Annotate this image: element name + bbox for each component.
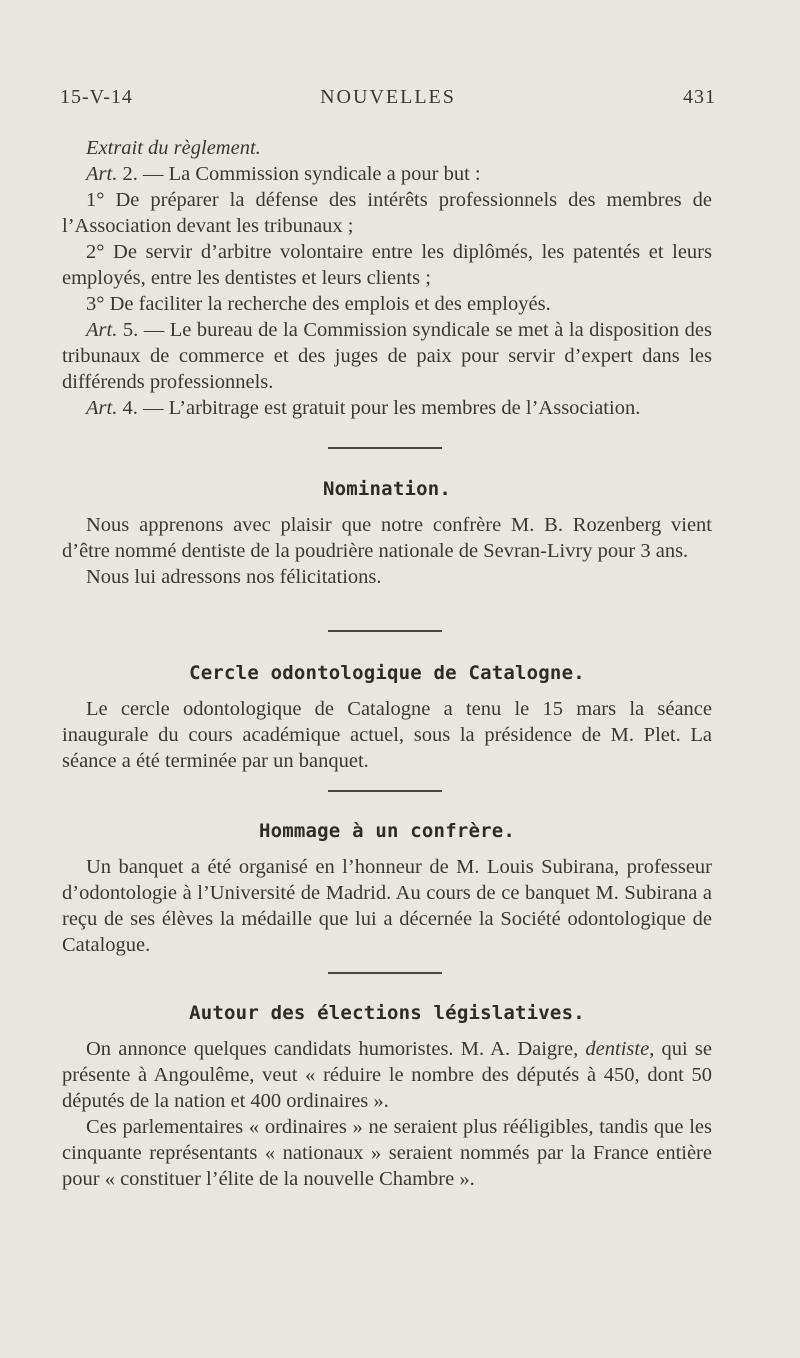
article-4 (62, 395, 712, 421)
article-2 (62, 161, 712, 187)
article-5-label: Art. (86, 319, 118, 341)
hommage-section (62, 818, 712, 958)
separator-rule (328, 447, 442, 449)
article-4-text: 4. — L’arbitrage est gratuit pour les membres de l’Association. (117, 397, 641, 419)
cercle-heading: Cercle odontologique de Catalogne. (189, 662, 585, 684)
cercle-section (62, 660, 712, 774)
item-1: 1° De préparer la défense des intérêts professionnels des membres de l’Association devant les tribunaux ; (62, 189, 712, 237)
running-head (60, 86, 716, 116)
section-title: NOUVELLES (320, 86, 456, 108)
separator-rule (328, 790, 442, 792)
page-number: 431 (683, 86, 716, 108)
hommage-heading: Hommage à un confrère. (258, 820, 516, 842)
cercle-paragraph: Le cercle odontologique de Catalogne a tenu le 15 mars la séance inaugurale du cours académique actuel, sous la présidence de M. Plet. La séance a été terminée par un banquet. (62, 698, 712, 772)
reglement-section (62, 135, 712, 421)
nomination-section (62, 476, 712, 590)
separator-rule (328, 972, 442, 974)
elections-heading: Autour des élections législatives. (189, 1002, 585, 1024)
hommage-paragraph: Un banquet a été organisé en l’honneur de M. Louis Subirana, professeur d’odontologie à l’Université de Madrid. Au cours de ce banquet M. Subirana a reçu de ses élèves la médaille que lui a décernée la Société odontologique de Catalogue. (62, 856, 712, 956)
article-2-label: Art. (86, 163, 118, 185)
article-5-text: 5. — Le bureau de la Commission syndicale se met à la disposition des tribunaux de commerce et des juges de paix pour servir d’expert dans les différends professionnels. (62, 319, 712, 393)
article-2-text: 2. — La Commission syndicale a pour but : (117, 163, 481, 185)
reglement-title: Extrait du règlement. (86, 137, 261, 159)
elections-p1-emphasis: dentiste (585, 1038, 650, 1060)
nomination-paragraph-2: Nous lui adressons nos félicitations. (86, 566, 382, 588)
item-3: 3° De faciliter la recherche des emplois et des employés. (86, 293, 551, 315)
item-2: 2° De servir d’arbitre volontaire entre les diplômés, les patentés et leurs employés, entre les dentistes et leurs clients ; (62, 241, 712, 289)
elections-paragraph-1 (62, 1036, 712, 1114)
nomination-paragraph-1: Nous apprenons avec plaisir que notre confrère M. B. Rozenberg vient d’être nommé dentiste de la poudrière nationale de Sevran-Livry pour 3 ans. (62, 514, 712, 562)
elections-p1-start: On annonce quelques candidats humoristes. M. A. Daigre, (86, 1038, 586, 1060)
separator-rule (328, 630, 442, 632)
article-5 (62, 317, 712, 395)
issue-date: 15-V-14 (60, 86, 133, 108)
nomination-heading: Nomination. (322, 478, 452, 500)
elections-section (62, 1000, 712, 1192)
article-4-label: Art. (86, 397, 118, 419)
elections-paragraph-2: Ces parlementaires « ordinaires » ne seraient plus rééligibles, tandis que les cinquante représentants « nationaux » seraient nommés par la France entière pour « constituer l’élite de la nouvelle Chambre ». (62, 1116, 712, 1190)
elections-p1-end: , qui se présente à Angoulême, veut « réduire le nombre des députés à 450, dont 50 députés de la nation et 400 ordinaires ». (62, 1038, 712, 1112)
